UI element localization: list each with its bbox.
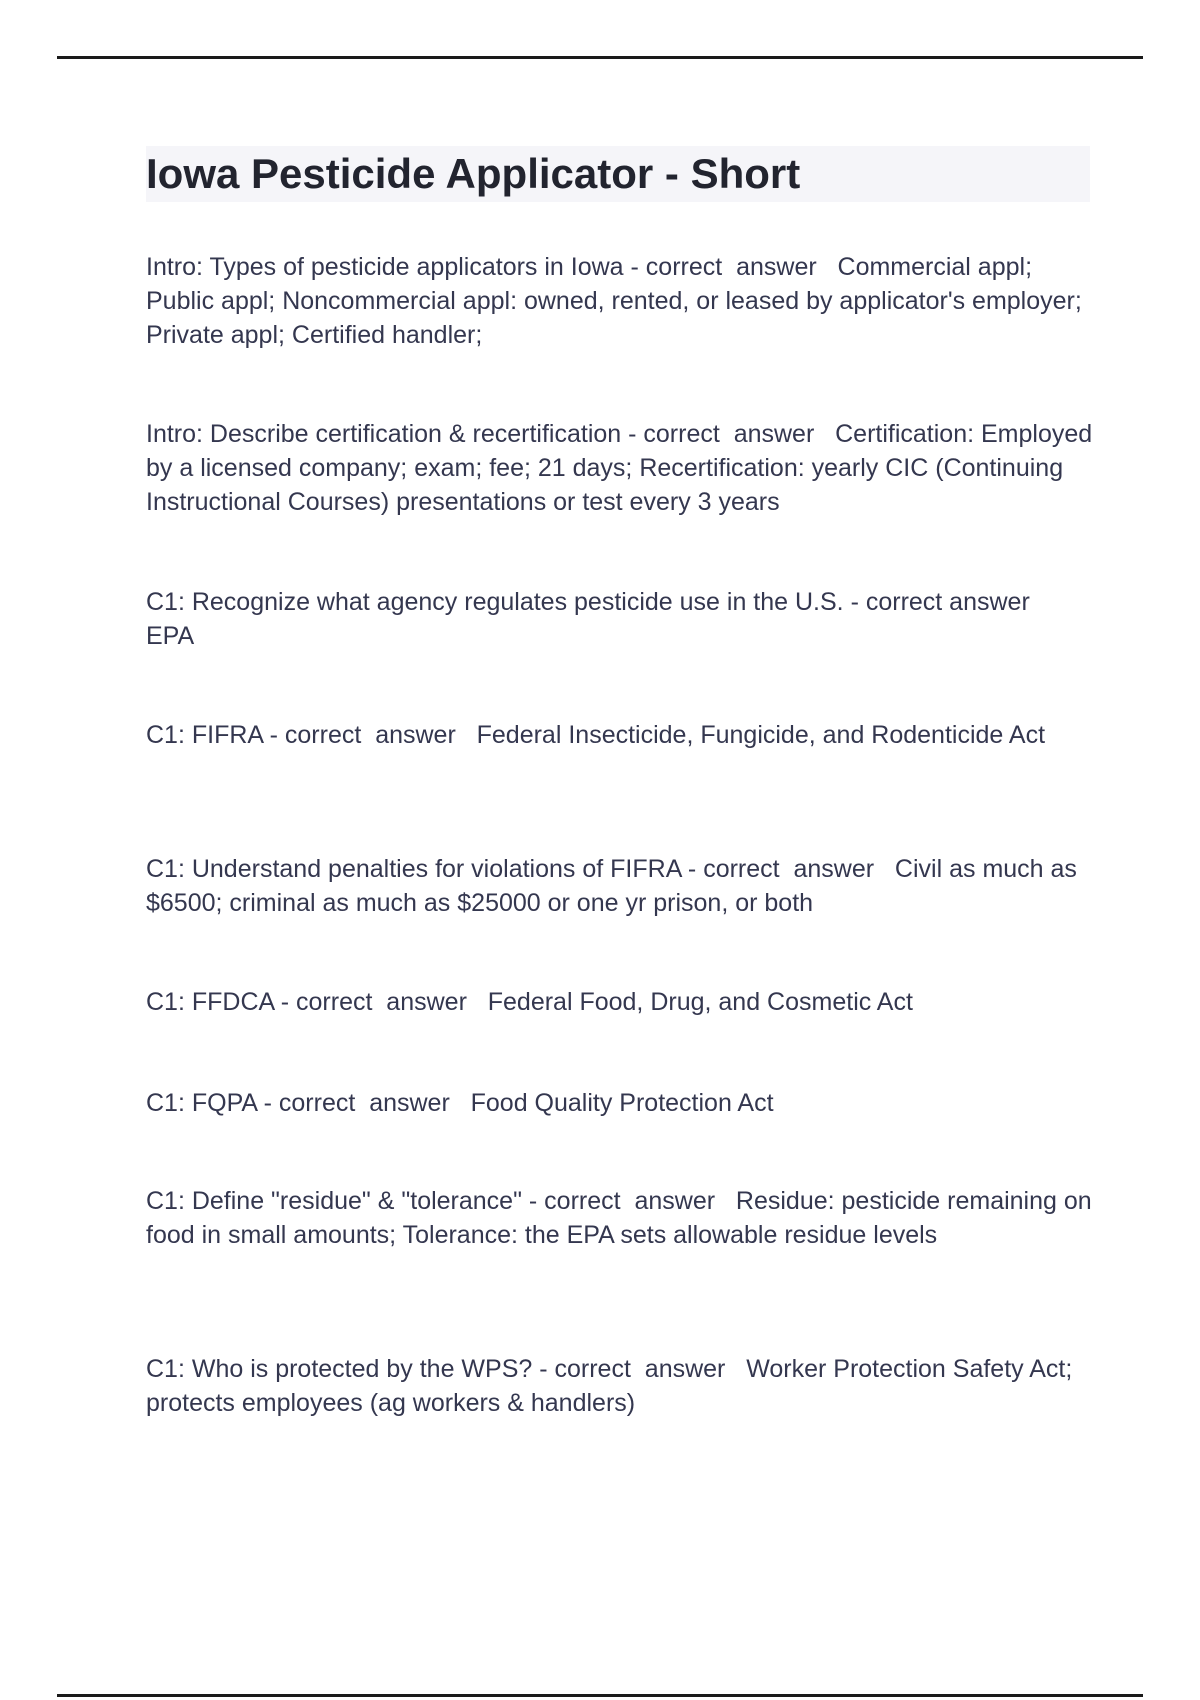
top-rule [57,56,1143,59]
qa-item: C1: FFDCA - correct answer Federal Food, Drug, and Cosmetic Act [146,988,913,1016]
qa-item: C1: FQPA - correct answer Food Quality Protection Act [146,1089,774,1117]
qa-item: C1: Define "residue" & "tolerance" - correct answer Residue: pesticide remaining on food in small amounts; Tolerance: the EPA sets allowable residue levels [146,1187,1099,1249]
bottom-rule [57,1694,1143,1697]
qa-item: C1: FIFRA - correct answer Federal Insecticide, Fungicide, and Rodenticide Act [146,721,1046,749]
qa-item: Intro: Types of pesticide applicators in Iowa - correct answer Commercial appl; Public appl; Noncommercial appl: owned, rented, or leased by applicator's employer; Private appl; Certified handler; [146,253,1089,349]
qa-item: C1: Recognize what agency regulates pesticide use in the U.S. - correct answer EPA [146,588,1051,650]
qa-item: C1: Understand penalties for violations of FIFRA - correct answer Civil as much as $6500; criminal as much as $25000 or one yr prison, or both [146,855,1084,917]
qa-item: Intro: Describe certification & recertification - correct answer Certification: Employed by a licensed company; exam; fee; 21 days; Recertification: yearly CIC (Continuing Instructional Courses) presentations or test every 3 years [146,420,1100,516]
document-title: Iowa Pesticide Applicator - Short [146,150,801,197]
qa-item: C1: Who is protected by the WPS? - correct answer Worker Protection Safety Act; protects employees (ag workers & handlers) [146,1355,1080,1417]
